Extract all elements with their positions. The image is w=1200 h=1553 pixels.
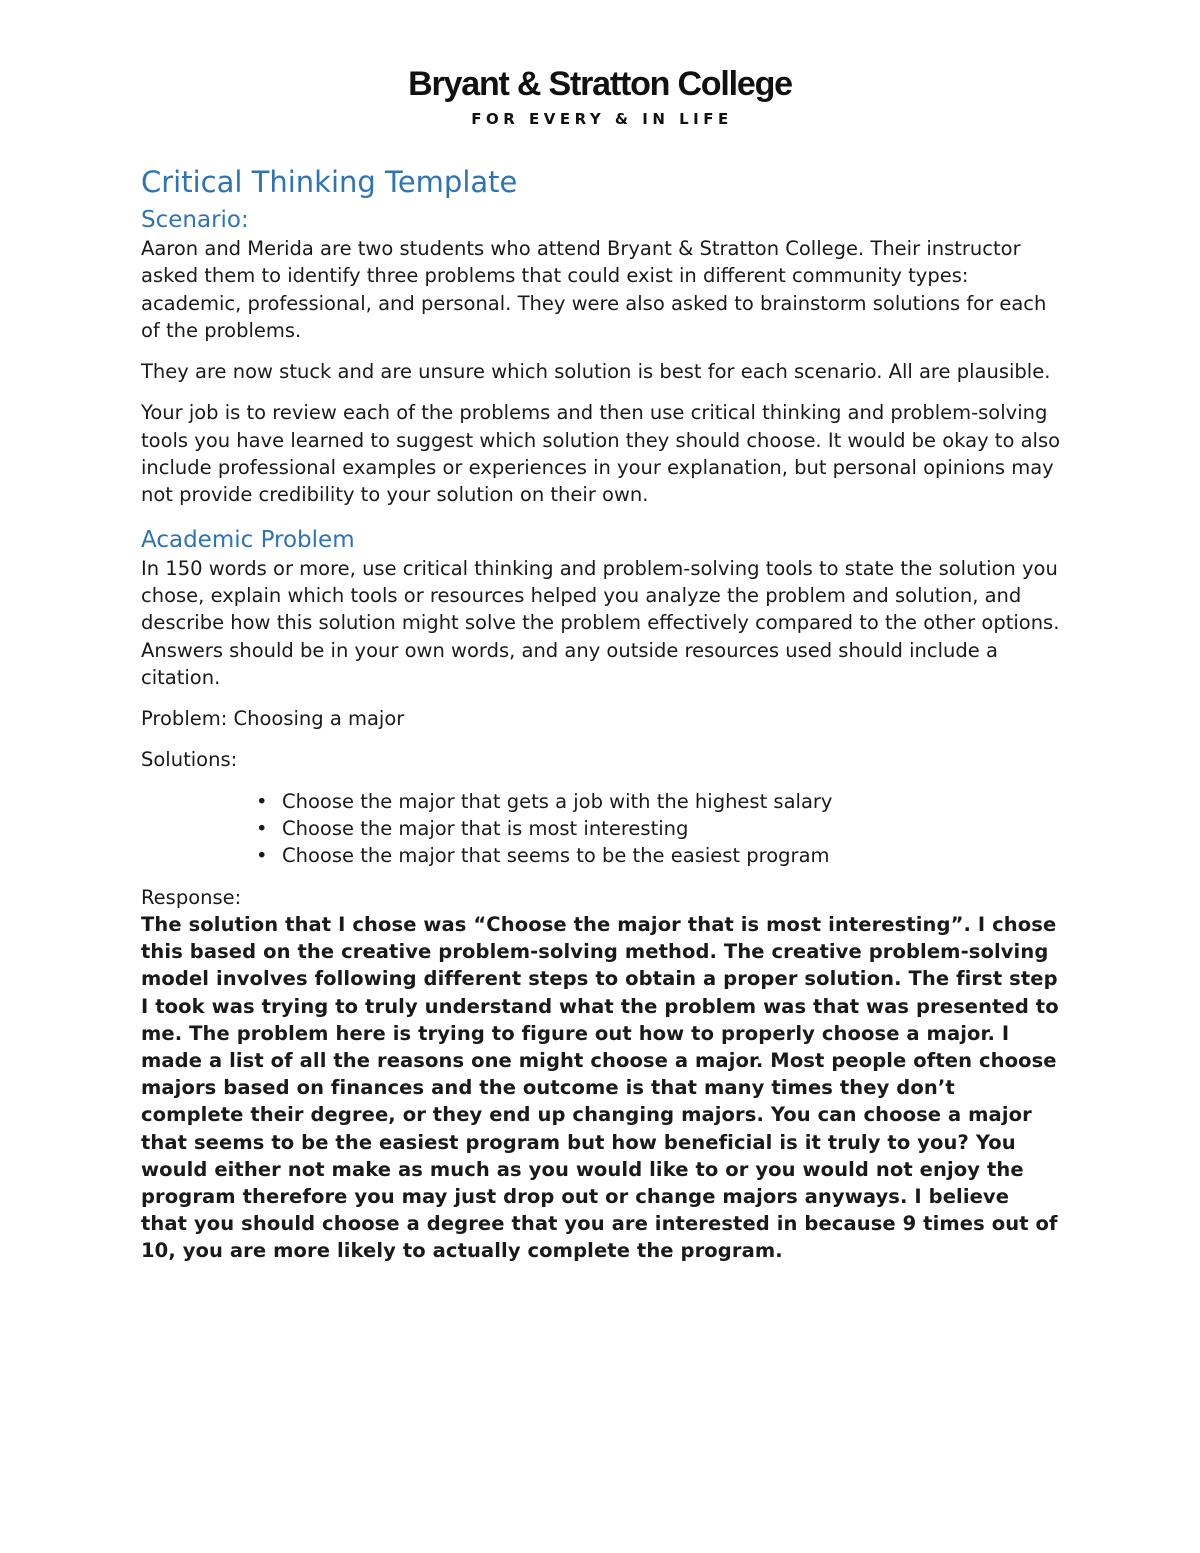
solutions-label: Solutions: — [141, 748, 238, 772]
scenario-paragraph-2: They are now stuck and are unsure which solution is best for each scenario. All are plausible. — [141, 360, 1051, 384]
response-label: Response: — [141, 885, 242, 909]
scenario-paragraph-1: Aaron and Merida are two students who attend Bryant & Stratton College. Their instructor asked them to identify three problems that could exist in different community types: academic, professional, and personal. They were also asked to brainstorm solutions for each of the problems. — [141, 237, 1047, 342]
list-item — [241, 788, 1061, 815]
college-logo — [0, 64, 1200, 128]
response-text: The solution that I chose was “Choose the major that is most interesting”. I chose this based on the creative problem-solving method. The creative problem-solving model involves following different steps to obtain a proper solution. The first step I took was trying to truly understand what the problem was that was presented to me. The problem here is trying to figure out how to properly choose a major. I made a list of all the reasons one might choose a major. Most people often choose majors based on finances and the outcome is that many times they don’t complete their degree, or they end up changing majors. You can choose a major that seems to be the easiest program but how beneficial is it truly to you? You would either not make as much as you would like to or you would not enjoy the program therefore you may just drop out or change majors anyways. I believe that you should choose a degree that you are interested in because 9 times out of 10, you are more likely to actually complete the program. — [141, 912, 1059, 1263]
bullet-icon: • — [256, 789, 268, 813]
scenario-heading: Scenario: — [141, 207, 249, 233]
college-tagline: FOR EVERY & IN LIFE — [471, 110, 733, 128]
academic-problem-heading: Academic Problem — [141, 526, 355, 553]
college-name: Bryant & Stratton College — [408, 65, 792, 103]
solution-text: Choose the major that gets a job with the highest salary — [282, 789, 833, 813]
list-item — [241, 815, 1061, 842]
academic-instructions: In 150 words or more, use critical thinking and problem-solving tools to state the solution you chose, explain which tools or resources helped you analyze the problem and solution, and describe how this solution might solve the problem effectively compared to the other options. Answers should be in your own words, and any outside resources used should include a citation. — [141, 556, 1060, 689]
solution-text: Choose the major that seems to be the easiest program — [282, 844, 830, 868]
solutions-list — [141, 788, 1061, 870]
list-item — [241, 842, 1061, 869]
bullet-icon: • — [256, 844, 268, 868]
solution-text: Choose the major that is most interesting — [282, 817, 689, 841]
document-title: Critical Thinking Template — [141, 165, 518, 199]
problem-line: Problem: Choosing a major — [141, 707, 405, 731]
bullet-icon: • — [256, 817, 268, 841]
document-body — [141, 163, 1061, 1265]
scenario-paragraph-3: Your job is to review each of the problems and then use critical thinking and problem-solving tools you have learned to suggest which solution they should choose. It would be okay to also include professional examples or experiences in your explanation, but personal opinions may not provide credibility to your solution on their own. — [141, 401, 1061, 507]
